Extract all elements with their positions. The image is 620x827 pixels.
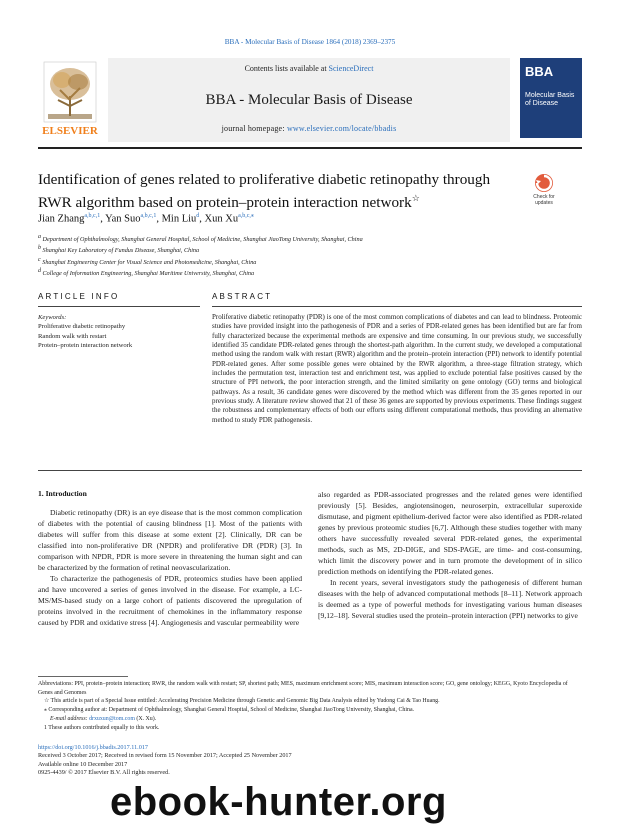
journal-cover — [520, 58, 582, 138]
author-affil-sup[interactable]: a,b,c,1 — [140, 213, 157, 219]
keyword-item: Proliferative diabetic retinopathy — [38, 323, 126, 331]
journal-reference[interactable]: BBA - Molecular Basis of Disease 1864 (2018) 2369–2375 — [224, 38, 396, 46]
affiliation-item: $^c$ Shanghai Engineering Center for Visual Science and Photomedicine, Shanghai, China — [38, 256, 257, 266]
body-paragraph: Diabetic retinopathy (DR) is an eye disease that is the most common complication of diabetes with the potential of causing blindness [1]. Most of the patients with diabetes will suffer from this disease at some extent [2]. Clinically, DR can be classified into non-proliferative DR (NPDR) and proliferative DR (PDR) [3]. In comparison with NPDR, PDR is more severe in threatening the human sight and can be characterized by the formation of retinal neovascularization. — [38, 508, 302, 572]
contents-line — [108, 64, 510, 73]
abstract-heading: ABSTRACT — [212, 292, 273, 301]
affiliations — [38, 233, 578, 278]
footnote-email: E-mail address: drxuxun@tom.com (X. Xu). — [50, 715, 157, 722]
article-title-text: Identification of genes related to proliferative diabetic retinopathy through RWR algorithm based on protein–protein interaction network — [38, 171, 491, 212]
date-line: 0925-4439/ © 2017 Elsevier B.V. All rights reserved. — [38, 769, 170, 777]
title-footnote-mark[interactable]: ☆ — [411, 193, 420, 203]
keyword-item: Random walk with restart — [38, 332, 107, 340]
abstract-text: Proliferative diabetic retinopathy (PDR) is one of the most common complications of diabetes and can lead to blindness. Proteomic studies have provided insight into the pathogenesis of PDR and a series of PDR-related genes has been identified but are far from fully characterized because the experimental methods are expensive and time consuming. In our previous study, we successfully identified 35 candidate PDR-related genes through the shortest-path algorithm. In the current study, we developed a computational method using the random walk with restart (RWR) algorithm and the protein–protein interaction (PPI) network to identify potential PDR-related genes. After some possible genes were obtained by the RWR algorithm, a three-stage filtration strategy, which includes the permutation test, interaction test and enrichment test, was applied to exclude potential false positives caused by the structure of PPI network, the poor interaction strength, and the limited similarity on gene ontology (GO) terms and biological pathways. As a result, 36 candidate genes were discovered by the method which was different from the 35 genes reported in our previous study. A literature review showed that 21 of these 36 genes are supported by previous experiments. These findings suggest the robustness and complementary effects of both our efforts using different computational methods, thus providing an alternative method to study PDR pathogenesis. — [212, 313, 582, 424]
article-title — [38, 170, 508, 212]
elsevier-tree-icon — [38, 60, 102, 142]
body-paragraph: In recent years, several investigators study the pathogenesis of different human diseases with the help of advanced computational methods [8–11]. Network approach is deemed as a type of powerful methods for investigating various human diseases [9,12–18]. Several studies used the protein–protein interaction (PPI) networks to give — [318, 578, 582, 620]
cover-abbr: BBA — [525, 64, 554, 79]
badge-line1: Check for — [533, 194, 555, 200]
affiliation-item: $^a$ Department of Ophthalmology, Shanghai General Hospital, School of Medicine, Shanghai JiaoTong University, Shanghai, China — [38, 234, 363, 244]
footnote-corresponding: ⁎ Corresponding author at: Department of Ophthalmology, Shanghai General Hospital, School of Medicine, Shanghai JiaoTong University, Shanghai, China. — [44, 707, 415, 714]
elsevier-wordmark: ELSEVIER — [42, 125, 98, 137]
author-affil-sup[interactable]: a,b,c,1 — [84, 213, 101, 219]
author-name: Jian Zhang — [38, 213, 85, 225]
journal-title: BBA - Molecular Basis of Disease — [205, 92, 413, 108]
keywords-label: Keywords: — [38, 314, 67, 321]
homepage-link[interactable]: www.elsevier.com/locate/bbadis — [286, 124, 397, 133]
section-heading-introduction: 1. Introduction — [38, 489, 87, 498]
abstract-rule — [212, 306, 582, 307]
check-updates-icon — [524, 172, 564, 206]
email-link[interactable]: drxuxun@tom.com — [89, 715, 135, 722]
watermark-text: ebook-hunter.org — [110, 780, 447, 824]
header-rule — [38, 147, 582, 149]
affiliation-item: $^d$ College of Information Engineering, Shanghai Maritime University, Shanghai, China — [38, 268, 255, 278]
body-paragraph: To characterize the pathogenesis of PDR, proteomics studies have been applied and have uncovered a series of genes involved in the disease. For example, a LC-MS/MS-based study on a large cohort of patients discovered the upregulation of proteins involved in the recruitment of chemokines in the inflammatory response caused by PDR and oxidative stress [4]. Angiogenesis and vascular permeability were — [38, 574, 302, 627]
author-affil-sup[interactable]: d — [196, 213, 200, 219]
cover-subtitle: Molecular Basis of Disease — [525, 92, 575, 107]
footnote-rule — [38, 676, 128, 677]
article-info-heading: ARTICLE INFO — [38, 292, 120, 301]
author-name: Min Liu — [161, 213, 197, 225]
date-line: Available online 10 December 2017 — [38, 760, 128, 768]
date-line: Received 3 October 2017; Received in revised form 15 November 2017; Accepted 25 November 2017 — [38, 752, 292, 759]
body-paragraph: also regarded as PDR-associated progresses and the related genes were identified previously [5]. Besides, angiotensinogen, neuroserpin, extracellular superoxide dismutase, and pigment epithelium-derived factor were also identified as PDR-related genes by previous proteomic studies [6,7]. Although these studies together with many others have successfully revealed several PDR-related genes, the experimental methods, such as MS, 2D-DIGE, and SDS-PAGE, are time- and cost-consuming, which limit the discovery power and in turn promote the development of in silico prediction methods on identifying the PDR-related genes. — [318, 490, 582, 576]
check-for-updates-badge[interactable] — [524, 172, 564, 206]
footnotes — [38, 680, 582, 732]
homepage-prefix: journal homepage: — [221, 124, 285, 133]
author-affil-sup[interactable]: a,b,c,⁎ — [238, 213, 254, 219]
body-column-right — [318, 489, 582, 621]
journal-homepage — [108, 124, 510, 133]
keyword-item: Protein–protein interaction network — [38, 342, 133, 350]
body-column-left — [38, 507, 302, 628]
footnote-abbreviations: Abbreviations: PPI, protein–protein interaction; RWR, the random walk with restart; SP, shortest path; MES, maximum enrichment score; MIS, maximum interaction score; GO, gene ontology; KEGG, Kyoto Encyclopedia of Genes and Genomes — [38, 681, 568, 696]
author-name: Xun Xu — [204, 213, 239, 225]
author-list: Jian Zhang$^{a,b,c,1}$, Yan Suo$^{a,b,c,1}$, Min Liu$^d$, Xun $Xu^{a,b,c,⁎}$ — [38, 213, 254, 225]
sciencedirect-link[interactable]: ScienceDirect — [328, 64, 374, 73]
contents-prefix: Contents lists available at — [244, 64, 327, 73]
keywords-block — [38, 313, 198, 351]
footnote-special-issue: ☆ This article is part of a Special Issue entitled: Accelerating Precision Medicine through Genetic and Genomic Big Data Analysis edited by Yudong Cai & Tao Huang. — [44, 698, 440, 705]
article-info-rule — [38, 306, 200, 307]
affiliation-item: $^b$ Shanghai Key Laboratory of Fundus Disease, Shanghai, China — [38, 245, 200, 255]
badge-line2: updates — [535, 200, 553, 206]
doi-link[interactable]: https://doi.org/10.1016/j.bbadis.2017.11.017 — [38, 744, 149, 751]
author-name: Yan Suo — [105, 213, 141, 225]
elsevier-logo — [38, 60, 102, 142]
publication-dates — [38, 752, 438, 778]
abstract-bottom-rule — [38, 470, 582, 471]
footnote-equal-contribution: 1 These authors contributed equally to this work. — [44, 724, 160, 731]
